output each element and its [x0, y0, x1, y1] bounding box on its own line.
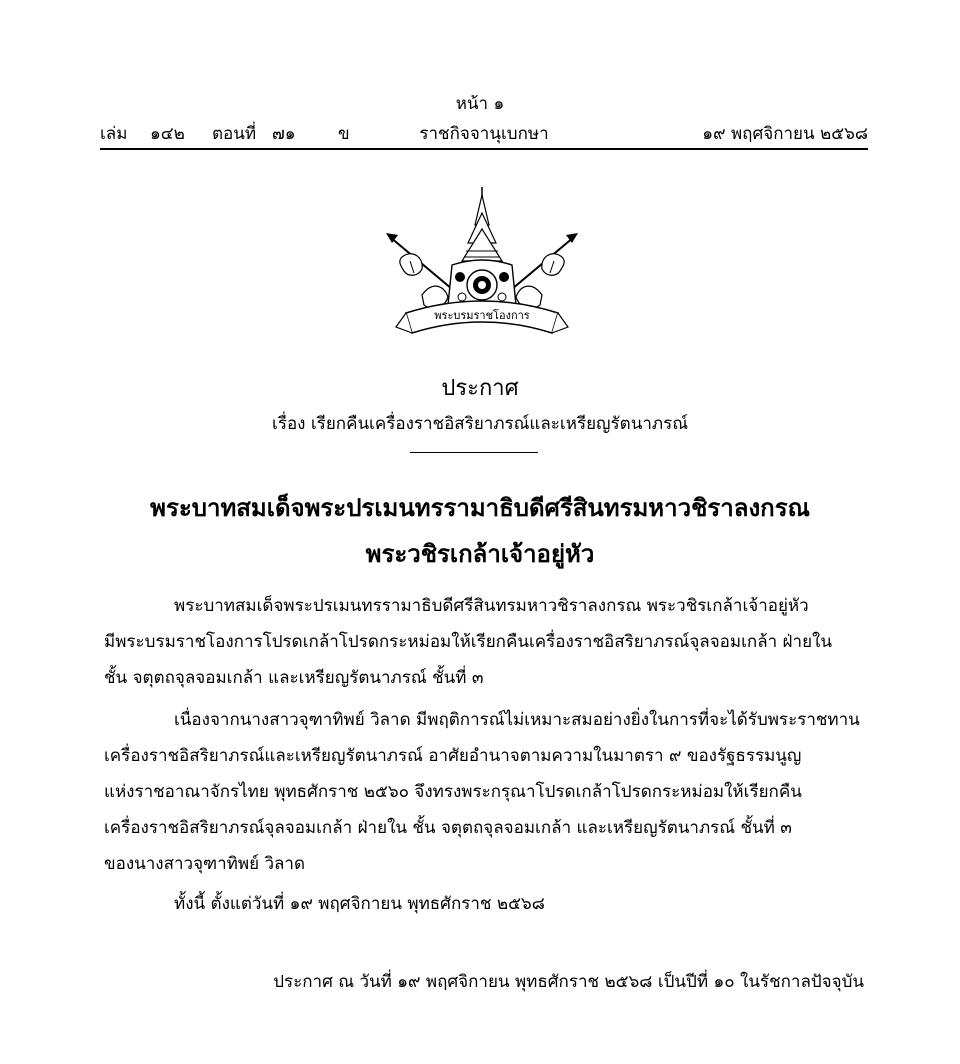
part-number: ๗๑	[272, 124, 296, 144]
part-label: ตอนที่	[212, 124, 257, 144]
closing-date-line: ประกาศ ณ วันที่ ๑๙ พฤศจิกายน พุทธศักราช ๒๕๖๘ เป็นปีที่ ๑๐ ในรัชกาลปัจจุบัน	[273, 972, 864, 992]
royal-seal-emblem-icon	[382, 185, 582, 345]
document-type: ประกาศ	[441, 376, 519, 401]
paragraph-line: เครื่องราชอิสริยาภรณ์จุลจอมเกล้า ฝ่ายใน ชั้น จตุตถจุลจอมเกล้า และเหรียญรัตนาภรณ์ ชั้นที่ ๓	[104, 818, 792, 838]
title-underline	[410, 452, 538, 453]
paragraph-line: ของนางสาวจุฑาทิพย์ วิลาด	[104, 854, 306, 874]
page-number: หน้า ๑	[455, 94, 505, 114]
paragraph-line: เนื่องจากนางสาวจุฑาทิพย์ วิลาด มีพฤติการณ์ไม่เหมาะสมอย่างยิ่งในการที่จะได้รับพระราชทาน	[174, 710, 860, 730]
header-rule	[100, 148, 868, 150]
paragraph-line: เครื่องราชอิสริยาภรณ์และเหรียญรัตนาภรณ์ อาศัยอำนาจตามความในมาตรา ๙ ของรัฐธรรมนูญ	[104, 746, 802, 766]
section-letter: ข	[338, 124, 350, 144]
volume-label: เล่ม	[100, 124, 128, 144]
king-title-line1: พระบาทสมเด็จพระปรเมนทรรามาธิบดีศรีสินทรมหาวชิราลงกรณ	[150, 493, 810, 522]
document-subject: เรื่อง เรียกคืนเครื่องราชอิสริยาภรณ์และเหรียญรัตนาภรณ์	[272, 414, 688, 434]
king-title-line2: พระวชิรเกล้าเจ้าอยู่หัว	[365, 539, 595, 568]
paragraph-line: มีพระบรมราชโองการโปรดเกล้าโปรดกระหม่อมให้เรียกคืนเครื่องราชอิสริยาภรณ์จุลจอมเกล้า ฝ่ายใน	[104, 632, 832, 652]
paragraph-line: ทั้งนี้ ตั้งแต่วันที่ ๑๙ พฤศจิกายน พุทธศักราช ๒๕๖๘	[174, 894, 545, 914]
emblem-ribbon-text: พระบรมราชโองการ	[434, 309, 530, 322]
paragraph-line: พระบาทสมเด็จพระปรเมนทรรามาธิบดีศรีสินทรมหาวชิราลงกรณ พระวชิรเกล้าเจ้าอยู่หัว	[174, 596, 809, 616]
volume-number: ๑๔๒	[150, 124, 185, 144]
paragraph-line: แห่งราชอาณาจักรไทย พุทธศักราช ๒๕๖๐ จึงทรงพระกรุณาโปรดเกล้าโปรดกระหม่อมให้เรียกคืน	[104, 782, 802, 802]
publication-title: ราชกิจจานุเบกษา	[419, 124, 549, 144]
paragraph-line: ชั้น จตุตถจุลจอมเกล้า และเหรียญรัตนาภรณ์ ชั้นที่ ๓	[104, 668, 484, 688]
gazette-header	[100, 120, 868, 148]
publication-date: ๑๙ พฤศจิกายน ๒๕๖๘	[702, 124, 868, 144]
